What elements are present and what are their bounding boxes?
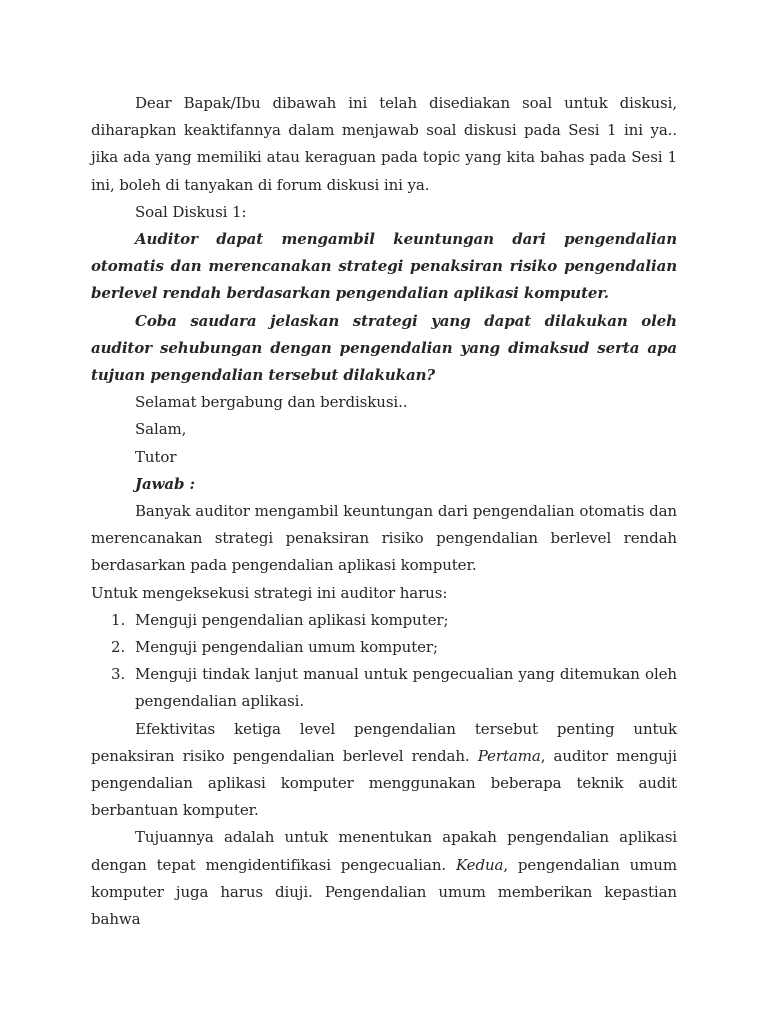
answer-paragraph-2-part-c: , auditor menguji pengendalian aplikasi komputer menggunakan beberapa teknik audit berbantuan komputer. xyxy=(91,746,678,820)
salam-text: Salam, xyxy=(135,420,187,439)
list-item xyxy=(91,634,677,661)
question-paragraph-2: Coba saudara jelaskan strategi yang dapat dilakukan oleh auditor sehubungan dengan pengendalian yang dimaksud serta apa tujuan pengendalian tersebut dilakukan? xyxy=(91,311,677,385)
list-item xyxy=(91,607,677,634)
emphasis-pertama: Pertama xyxy=(477,746,541,765)
strategy-steps-list xyxy=(91,607,677,716)
list-item-text: Menguji pengendalian aplikasi komputer; xyxy=(135,610,449,629)
answer-paragraph-3 xyxy=(91,824,677,933)
soal-label: Soal Diskusi 1: xyxy=(135,202,247,221)
list-item-number: 3. xyxy=(111,665,126,684)
list-item-number: 2. xyxy=(111,638,126,657)
answer-paragraph-2-part-a: Efektivitas ketiga level pengendalian tersebut penting untuk penaksiran risiko pengendalian berlevel rendah. xyxy=(91,719,677,765)
greeting-text: Selamat bergabung dan berdiskusi.. xyxy=(135,393,408,412)
jawab-label: Jawab : xyxy=(135,474,195,493)
list-intro: Untuk mengeksekusi strategi ini auditor harus: xyxy=(91,583,448,602)
emphasis-kedua: Kedua xyxy=(455,855,504,874)
list-item xyxy=(91,661,677,715)
list-item-text: Menguji pengendalian umum komputer; xyxy=(135,638,438,657)
answer-paragraph-3-part-a: Tujuannya adalah untuk menentukan apakah pengendalian aplikasi dengan tepat mengidentifikasi pengecualian. xyxy=(91,828,677,874)
list-item-number: 1. xyxy=(111,610,126,629)
signature-text: Tutor xyxy=(135,447,177,466)
intro-paragraph: Dear Bapak/Ibu dibawah ini telah disediakan soal untuk diskusi, diharapkan keaktifannya dalam menjawab soal diskusi pada Sesi 1 ini ya.. jika ada yang memiliki atau keraguan pada topic yang kita bahas pada Sesi 1 ini, boleh di tanyakan di forum diskusi ini ya. xyxy=(91,94,677,194)
answer-paragraph-1: Banyak auditor mengambil keuntungan dari pengendalian otomatis dan merencanakan strategi penaksiran risiko pengendalian berlevel rendah berdasarkan pada pengendalian aplikasi komputer. xyxy=(91,502,677,575)
question-paragraph-1: Auditor dapat mengambil keuntungan dari pengendalian otomatis dan merencanakan strategi penaksiran risiko pengendalian berlevel rendah berdasarkan pengendalian aplikasi komputer. xyxy=(91,230,677,303)
answer-paragraph-3-part-c: , pengendalian umum komputer juga harus diuji. Pengendalian umum memberikan kepastian bahwa xyxy=(91,855,677,929)
answer-paragraph-2 xyxy=(91,716,677,825)
list-item-text: Menguji tindak lanjut manual untuk pengecualian yang ditemukan oleh pengendalian aplikasi. xyxy=(135,665,677,711)
